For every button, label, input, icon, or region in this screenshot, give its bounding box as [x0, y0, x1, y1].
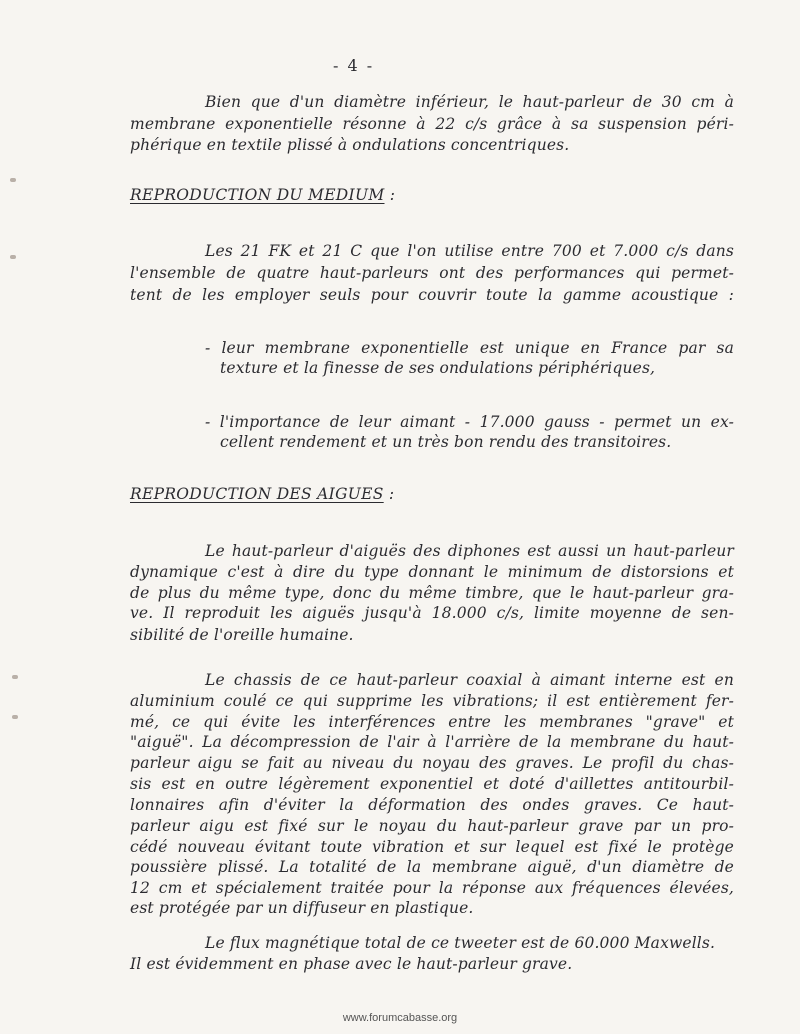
aigues-p2-line-9: cédé nouveau évitant toute vibration et sur lequel est fixé le protège: [130, 838, 734, 856]
aigues-p2-line-11: 12 cm et spécialement traitée pour la réponse aux fréquences élevées,: [130, 879, 734, 897]
section-heading-medium: [130, 186, 395, 204]
aigues-p1-line-1: Le haut-parleur d'aiguës des diphones est aussi un haut-parleur: [205, 542, 734, 560]
aigues-p2-line-3: mé, ce qui évite les interférences entre les membranes "grave" et: [130, 713, 734, 731]
aigues-p2-line-7: lonnaires afin d'éviter la déformation des ondes graves. Ce haut-: [130, 796, 734, 814]
bullet1-line-2: texture et la finesse de ses ondulations périphériques,: [220, 359, 656, 377]
footer-url: www.forumcabasse.org: [342, 1012, 458, 1024]
punch-mark: [10, 178, 16, 182]
punch-mark: [10, 255, 16, 259]
aigues-p2-line-1: Le chassis de ce haut-parleur coaxial à aimant interne est en: [205, 671, 734, 689]
heading-suffix: :: [383, 485, 395, 503]
bullet1-line-1: - leur membrane exponentielle est unique en France par sa: [205, 339, 734, 357]
punch-mark: [12, 715, 18, 719]
aigues-p2-line-10: poussière plissé. La totalité de la membrane aiguë, d'un diamètre de: [130, 858, 734, 876]
intro-line-2: membrane exponentielle résonne à 22 c/s grâce à sa suspension péri-: [130, 115, 734, 133]
aigues-p1-line-2: dynamique c'est à dire du type donnant le minimum de distorsions et: [130, 563, 734, 581]
aigues-p2-line-4: "aiguë". La décompression de l'air à l'arrière de la membrane du haut-: [130, 733, 734, 751]
bullet2-line-1: - l'importance de leur aimant - 17.000 gauss - permet un ex-: [205, 413, 734, 431]
intro-line-1: Bien que d'un diamètre inférieur, le haut-parleur de 30 cm à: [205, 93, 734, 111]
heading-text: REPRODUCTION DU MEDIUM: [130, 186, 385, 204]
section-heading-aigues: [130, 485, 394, 503]
aigues-p2-line-5: parleur aigu se fait au niveau du noyau des graves. Le profil du chas-: [130, 754, 734, 772]
aigues-p1-line-5: sibilité de l'oreille humaine.: [130, 626, 354, 644]
medium-line-2: l'ensemble de quatre haut-parleurs ont des performances qui permet-: [130, 264, 734, 282]
aigues-p1-line-3: de plus du même type, donc du même timbre, que le haut-parleur gra-: [130, 584, 734, 602]
aigues-p3-line-2: Il est évidemment en phase avec le haut-parleur grave.: [130, 955, 573, 973]
aigues-p1-line-4: ve. Il reproduit les aiguës jusqu'à 18.000 c/s, limite moyenne de sen-: [130, 604, 734, 622]
aigues-p2-line-6: sis est en outre légèrement exponentiel et doté d'aillettes antitourbil-: [130, 775, 734, 793]
heading-text: REPRODUCTION DES AIGUES: [130, 485, 384, 503]
intro-line-3: phérique en textile plissé à ondulations concentriques.: [130, 136, 570, 154]
heading-suffix: :: [384, 186, 396, 204]
aigues-p2-line-12: est protégée par un diffuseur en plastique.: [130, 899, 474, 917]
punch-mark: [12, 675, 18, 679]
medium-line-3: tent de les employer seuls pour couvrir toute la gamme acoustique :: [130, 286, 734, 304]
bullet2-line-2: cellent rendement et un très bon rendu des transitoires.: [220, 433, 672, 451]
page-number: - 4 -: [333, 56, 375, 75]
medium-line-1: Les 21 FK et 21 C que l'on utilise entre 700 et 7.000 c/s dans: [205, 242, 734, 260]
aigues-p3-line-1: Le flux magnétique total de ce tweeter est de 60.000 Maxwells.: [205, 934, 716, 952]
aigues-p2-line-2: aluminium coulé ce qui supprime les vibrations; il est entièrement fer-: [130, 692, 734, 710]
aigues-p2-line-8: parleur aigu est fixé sur le noyau du haut-parleur grave par un pro-: [130, 817, 734, 835]
